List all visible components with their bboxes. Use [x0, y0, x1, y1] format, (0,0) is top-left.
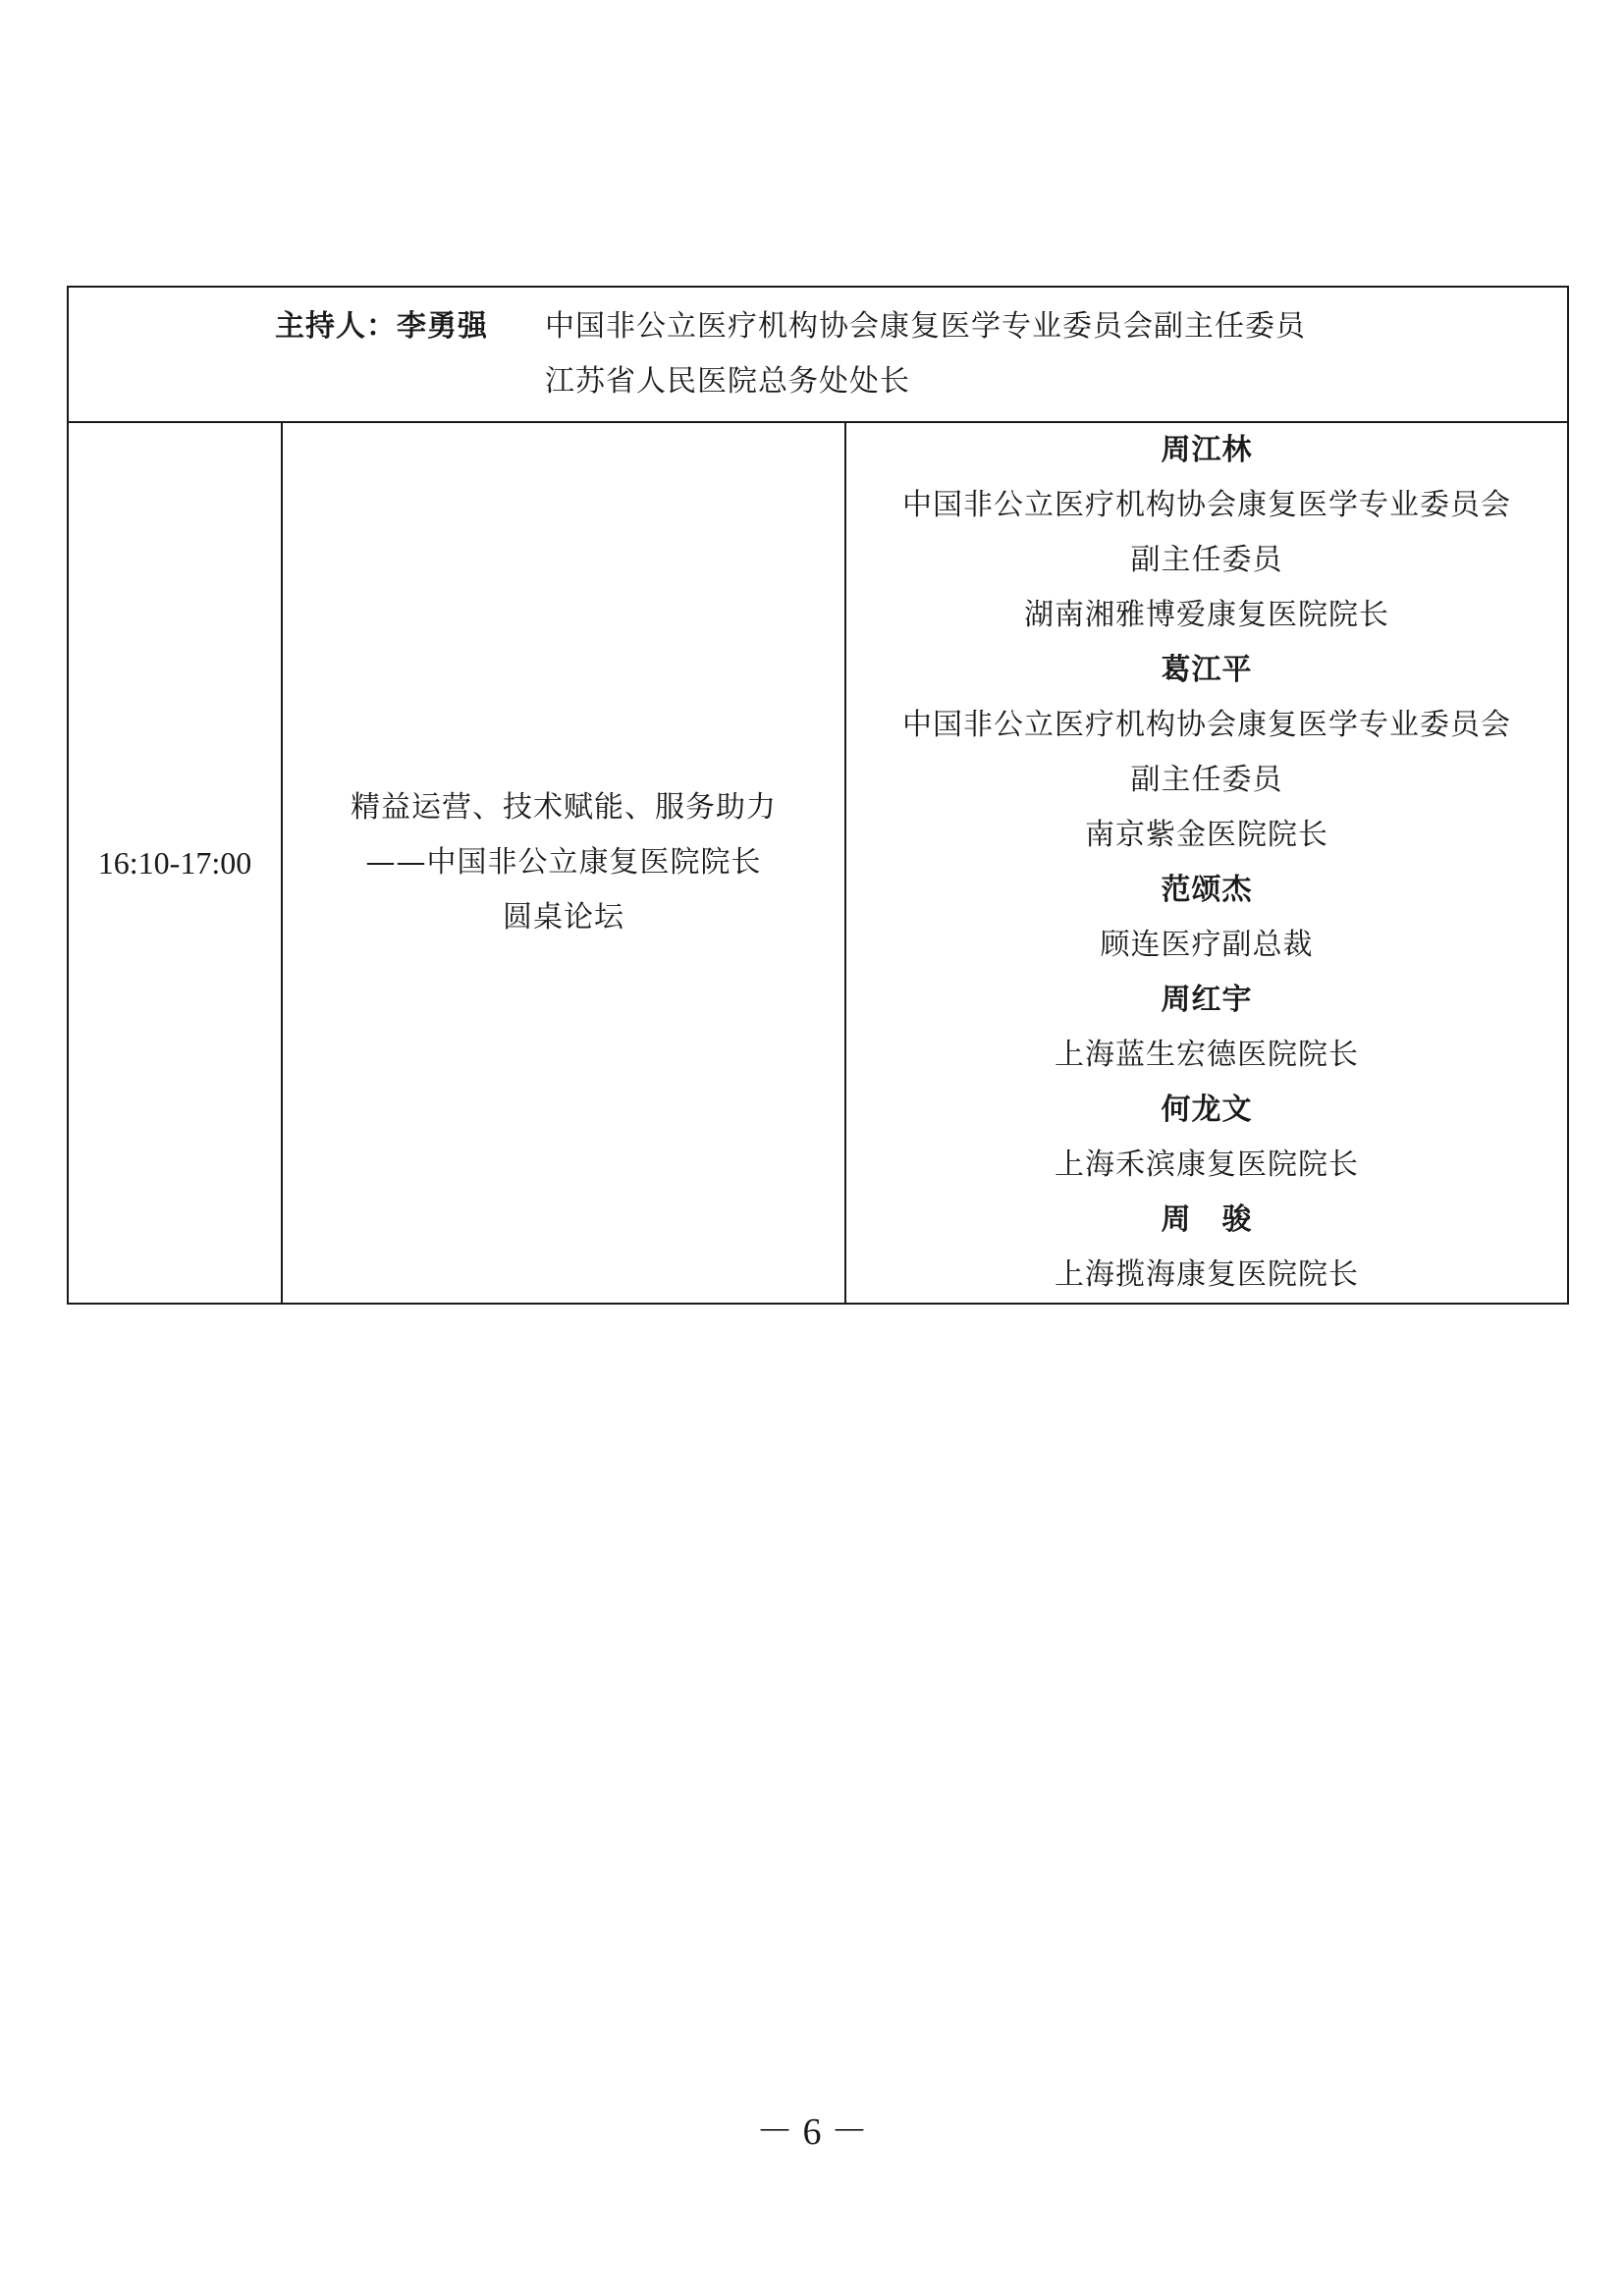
host-label: 主持人：: [275, 309, 397, 344]
speaker-title: 副主任委员: [1130, 543, 1283, 577]
session-row: [68, 422, 1568, 1304]
speaker-title: 上海禾滨康复医院院长: [1055, 1148, 1360, 1182]
session-topic: [282, 422, 845, 1304]
topic-line: 精益运营、技术赋能、服务助力: [351, 790, 777, 825]
speaker-title: 顾连医疗副总裁: [1100, 928, 1314, 962]
speaker-title: 中国非公立医疗机构协会康复医学专业委员会: [902, 708, 1512, 742]
speaker-title: 湖南湘雅博爱康复医院院长: [1024, 598, 1390, 632]
session-time: 16:10-17:00: [68, 422, 282, 1304]
speaker-entry: [846, 1193, 1567, 1303]
topic-line: ——中国非公立康复医院院长: [365, 845, 762, 880]
speaker-name: 周江林: [1161, 433, 1253, 467]
speaker-title: 上海蓝生宏德医院院长: [1055, 1038, 1360, 1072]
speaker-entry: [846, 1083, 1567, 1193]
speaker-name: 周 骏: [1161, 1202, 1253, 1237]
topic-line: 圆桌论坛: [503, 900, 624, 934]
speaker-title: 南京紫金医院院长: [1085, 818, 1329, 852]
speaker-name: 何龙文: [1161, 1093, 1253, 1127]
speaker-entry: [846, 863, 1567, 973]
speaker-name: 周红宇: [1161, 983, 1253, 1017]
schedule-table: [67, 286, 1569, 1305]
host-title-2: 江苏省人民医院总务处处长: [545, 364, 910, 399]
host-row: [68, 287, 1568, 422]
host-title-1: 中国非公立医疗机构协会康复医学专业委员会副主任委员: [545, 309, 1306, 344]
speaker-name: 葛江平: [1161, 653, 1253, 687]
speaker-entry: [846, 643, 1567, 863]
speaker-entry: [846, 423, 1567, 643]
speaker-entry: [846, 973, 1567, 1083]
speaker-list: [845, 422, 1568, 1304]
host-cell: [68, 287, 1568, 422]
page-number: － 6 －: [755, 2111, 868, 2153]
host-name: 李勇强: [397, 309, 488, 344]
speaker-title: 上海揽海康复医院院长: [1055, 1257, 1360, 1292]
speaker-name: 范颂杰: [1161, 873, 1253, 907]
speaker-title: 副主任委员: [1130, 763, 1283, 797]
speaker-title: 中国非公立医疗机构协会康复医学专业委员会: [902, 488, 1512, 522]
